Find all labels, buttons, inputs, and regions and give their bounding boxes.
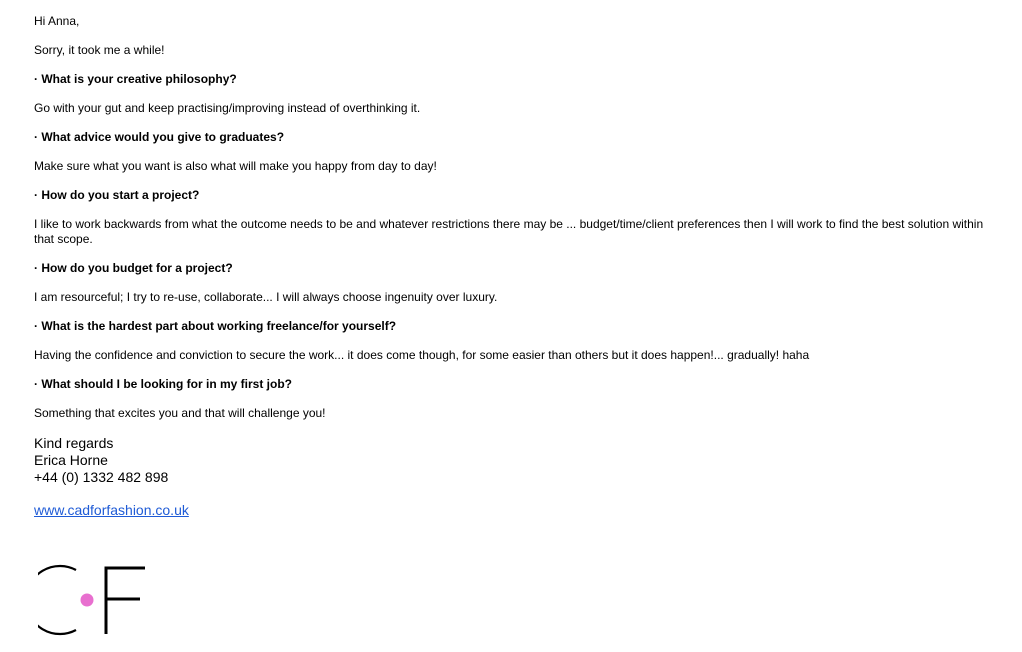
question-2: · What advice would you give to graduates? xyxy=(34,130,285,144)
logo-dot xyxy=(81,594,94,607)
signature-name: Erica Horne xyxy=(34,452,108,468)
question-5: · What is the hardest part about working freelance/for yourself? xyxy=(34,319,397,333)
answer-6: Something that excites you and that will challenge you! xyxy=(34,406,326,420)
cf-logo-icon xyxy=(38,564,150,636)
greeting: Hi Anna, xyxy=(34,14,80,28)
answer-5: Having the confidence and conviction to secure the work... it does come though, for some easier than others but it does happen!... gradually! haha xyxy=(34,348,810,362)
answer-1: Go with your gut and keep practising/improving instead of overthinking it. xyxy=(34,101,421,115)
question-3: · How do you start a project? xyxy=(34,188,200,202)
signature-closing: Kind regards xyxy=(34,435,114,451)
signature-phone: +44 (0) 1332 482 898 xyxy=(34,469,169,485)
question-6: · What should I be looking for in my first job? xyxy=(34,377,292,391)
question-4: · How do you budget for a project? xyxy=(34,261,233,275)
answer-4: I am resourceful; I try to re-use, collaborate... I will always choose ingenuity over luxury. xyxy=(34,290,498,304)
logo-c-arc xyxy=(38,566,76,634)
email-body xyxy=(34,14,1004,519)
answer-2: Make sure what you want is also what will make you happy from day to day! xyxy=(34,159,437,173)
intro-text: Sorry, it took me a while! xyxy=(34,43,165,57)
website-link[interactable]: www.cadforfashion.co.uk xyxy=(34,502,189,518)
question-1: · What is your creative philosophy? xyxy=(34,72,237,86)
answer-3: I like to work backwards from what the outcome needs to be and whatever restrictions there may be ... budget/time/client preferences then I will work to find the best solution within that scope. xyxy=(34,217,984,246)
signature xyxy=(34,435,1004,486)
